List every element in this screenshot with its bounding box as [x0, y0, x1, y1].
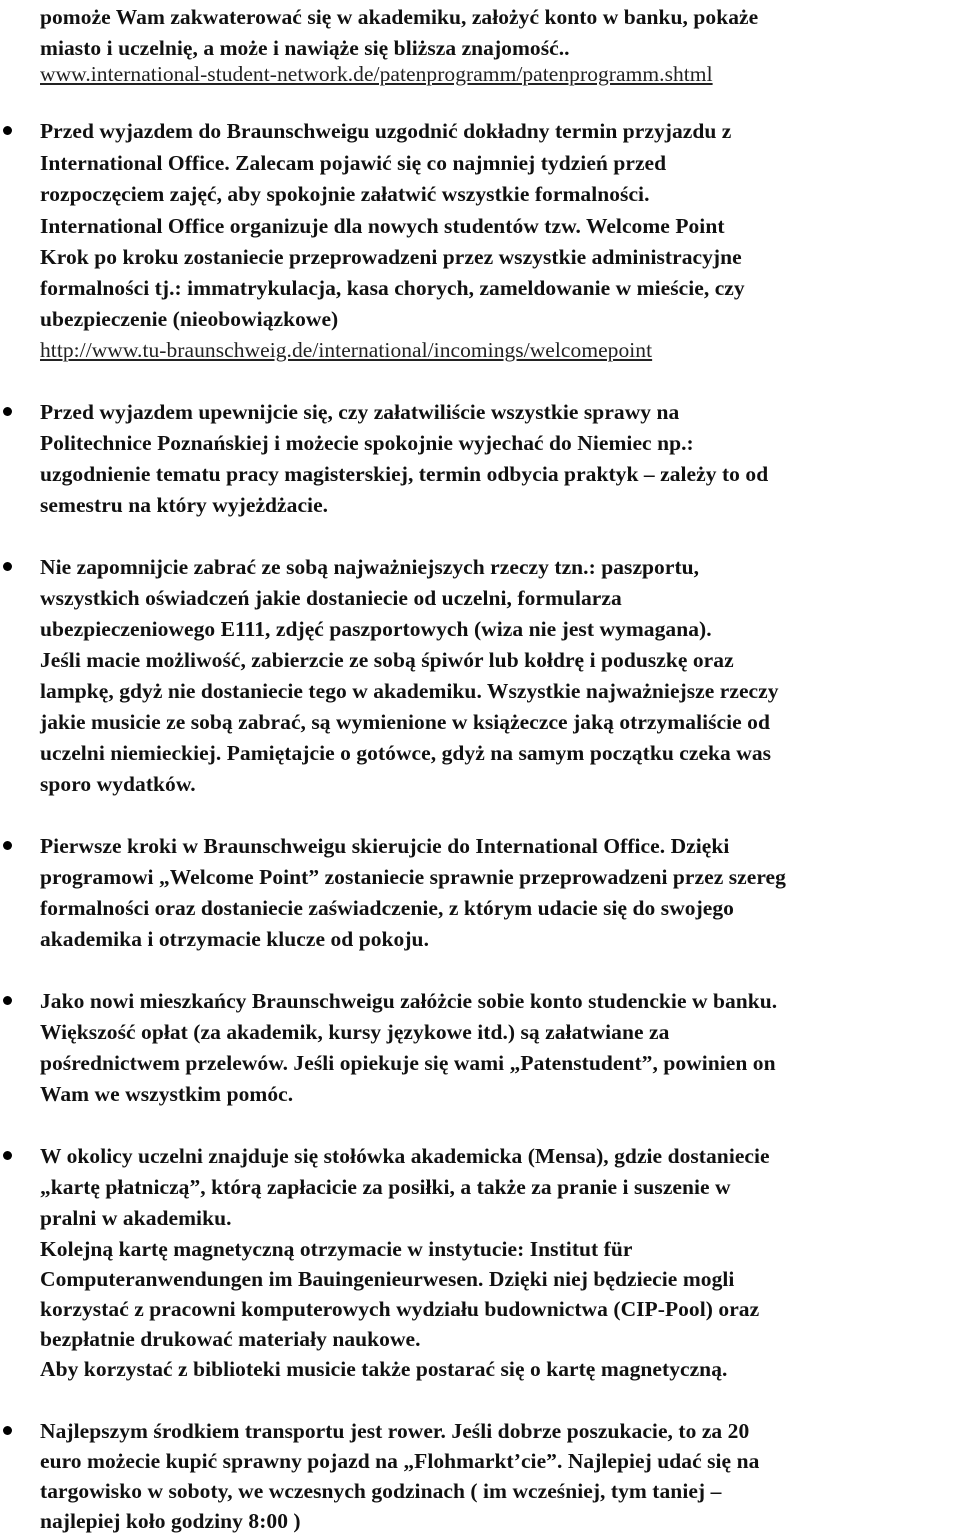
item-4-line: akademika i otrzymacie klucze od pokoju.: [40, 927, 429, 951]
item-5-line: pośrednictwem przelewów. Jeśli opiekuje się wami „Patenstudent”, powinien on: [40, 1051, 776, 1075]
item-1-line: Krok po kroku zostaniecie przeprowadzeni przez wszystkie administracyjne: [40, 245, 742, 269]
item-1-line: formalności tj.: immatrykulacja, kasa chorych, zameldowanie w mieście, czy: [40, 276, 745, 300]
item-3-line: jakie musicie ze sobą zabrać, są wymienione w książeczce jaką otrzymaliście od: [40, 710, 770, 734]
item-6-line: Kolejną kartę magnetyczną otrzymacie w instytucie: Institut für: [40, 1237, 633, 1261]
item-4-line: Pierwsze kroki w Braunschweigu skierujcie do International Office. Dzięki: [40, 834, 730, 858]
intro-link[interactable]: www.international-student-network.de/patenprogramm/patenprogramm.shtml: [40, 62, 713, 86]
item-4-line: formalności oraz dostaniecie zaświadczenie, z którym udacie się do swojego: [40, 896, 734, 920]
intro-line: pomoże Wam zakwaterować się w akademiku, założyć konto w banku, pokaże: [40, 5, 759, 29]
item-7-line: Najlepszym środkiem transportu jest rower. Jeśli dobrze poszukacie, to za 20: [40, 1419, 750, 1443]
item-7-line: euro możecie kupić sprawny pojazd na „Flohmarkt’cie”. Najlepiej udać się na: [40, 1449, 760, 1473]
item-2-line: semestru na który wyjeżdżacie.: [40, 493, 329, 517]
item-1-line: International Office organizuje dla nowych studentów tzw. Welcome Point: [40, 214, 725, 238]
item-4-line: programowi „Welcome Point” zostaniecie sprawnie przeprowadzeni przez szereg: [40, 865, 786, 889]
bullet-icon: [3, 1426, 12, 1435]
item-1-line: rozpoczęciem zajęć, aby spokojnie załatwić wszystkie formalności.: [40, 182, 650, 206]
item-7-line: najlepiej koło godziny 8:00 ): [40, 1509, 301, 1533]
bullet-icon: [3, 562, 12, 571]
item-3-line: uczelni niemieckiej. Pamiętajcie o gotówce, gdyż na samym początku czeka was: [40, 741, 772, 765]
item-6-line: korzystać z pracowni komputerowych wydziału budownictwa (CIP-Pool) oraz: [40, 1297, 760, 1321]
item-2-line: Politechnice Poznańskiej i możecie spokojnie wyjechać do Niemiec np.:: [40, 431, 694, 455]
item-3-line: wszystkich oświadczeń jakie dostaniecie od uczelni, formularza: [40, 586, 622, 610]
welcomepoint-link[interactable]: http://www.tu-braunschweig.de/international/incomings/welcomepoint: [40, 338, 653, 362]
item-7-line: targowisko w soboty, we wczesnych godzinach ( im wcześniej, tym taniej –: [40, 1479, 722, 1503]
item-6-line: Computeranwendungen im Bauingenieurwesen. Dzięki niej będziecie mogli: [40, 1267, 735, 1291]
item-3-line: lampkę, gdyż nie dostaniecie tego w akademiku. Wszystkie najważniejsze rzeczy: [40, 679, 779, 703]
item-1-line: Przed wyjazdem do Braunschweigu uzgodnić dokładny termin przyjazdu z: [40, 119, 732, 143]
item-6-line: W okolicy uczelni znajduje się stołówka akademicka (Mensa), gdzie dostaniecie: [40, 1144, 770, 1168]
bullet-icon: [3, 1151, 12, 1160]
item-1-line: ubezpieczenie (nieobowiązkowe): [40, 307, 339, 331]
intro-line: miasto i uczelnię, a może i nawiąże się bliższa znajomość..: [40, 36, 570, 60]
bullet-icon: [3, 996, 12, 1005]
item-5-line: Jako nowi mieszkańcy Braunschweigu załóżcie sobie konto studenckie w banku.: [40, 989, 778, 1013]
item-5-line: Większość opłat (za akademik, kursy językowe itd.) są załatwiane za: [40, 1020, 670, 1044]
bullet-icon: [3, 126, 12, 135]
item-3-line: Jeśli macie możliwość, zabierzcie ze sobą śpiwór lub kołdrę i poduszkę oraz: [40, 648, 734, 672]
item-6-line: „kartę płatniczą”, którą zapłacicie za posiłki, a także za pranie i suszenie w: [40, 1175, 731, 1199]
item-2-line: Przed wyjazdem upewnijcie się, czy załatwiliście wszystkie sprawy na: [40, 400, 680, 424]
item-6-line: pralni w akademiku.: [40, 1206, 232, 1230]
item-3-line: Nie zapomnijcie zabrać ze sobą najważniejszych rzeczy tzn.: paszportu,: [40, 555, 700, 579]
item-1-line: International Office. Zalecam pojawić się co najmniej tydzień przed: [40, 151, 667, 175]
item-6-line: bezpłatnie drukować materiały naukowe.: [40, 1327, 421, 1351]
bullet-icon: [3, 407, 12, 416]
item-5-line: Wam we wszystkim pomóc.: [40, 1082, 294, 1106]
item-3-line: sporo wydatków.: [40, 772, 196, 796]
bullet-icon: [3, 841, 12, 850]
item-6-line: Aby korzystać z biblioteki musicie także postarać się o kartę magnetyczną.: [40, 1357, 728, 1381]
item-2-line: uzgodnienie tematu pracy magisterskiej, termin odbycia praktyk – zależy to od: [40, 462, 769, 486]
item-3-line: ubezpieczeniowego E111, zdjęć paszportowych (wiza nie jest wymagana).: [40, 617, 712, 641]
